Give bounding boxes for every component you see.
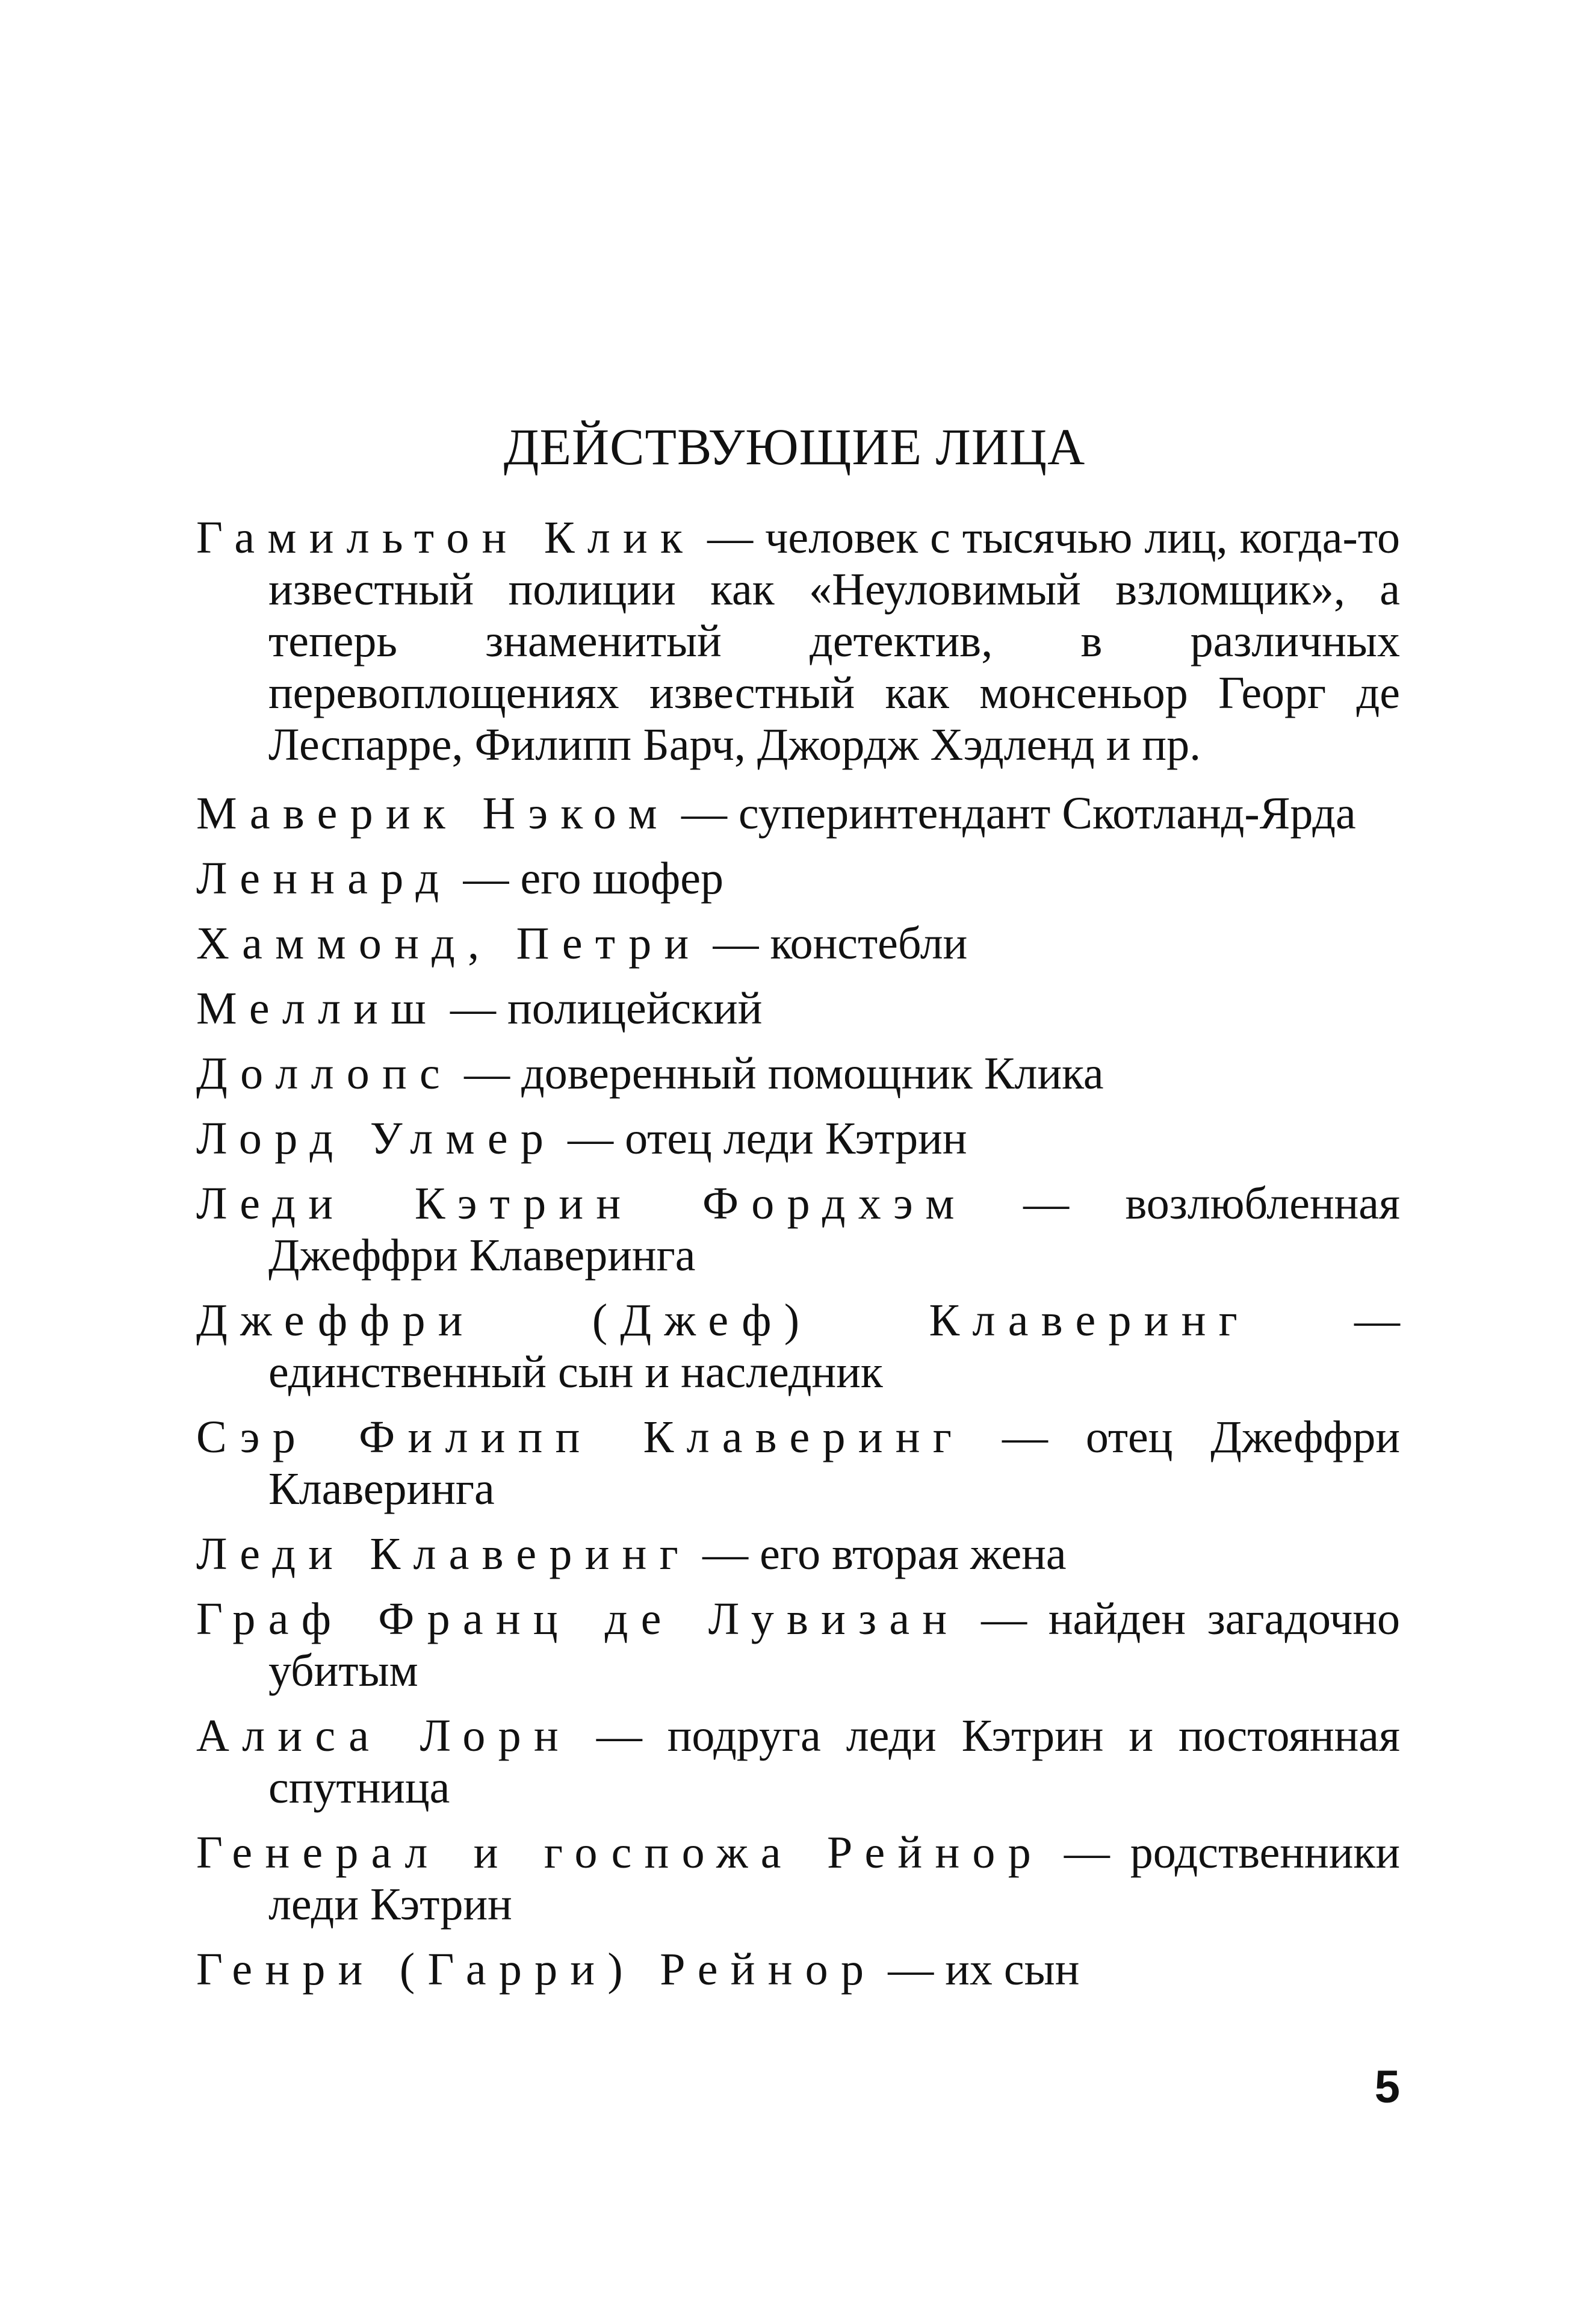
character-name: Генри (Гарри) Рейнор xyxy=(196,1944,877,1995)
character-name: Хаммонд, Петри xyxy=(196,918,702,969)
character-description: — отец Джеффри Клаверинга xyxy=(268,1412,1400,1514)
character-description: — его вторая жена xyxy=(691,1529,1067,1579)
character-name: Алиса Лорн xyxy=(196,1710,571,1761)
character-name: Доллопс xyxy=(196,1048,453,1099)
character-list xyxy=(196,512,1400,2009)
character-name: Джеффри (Джеф) Клаверинг xyxy=(196,1295,1251,1346)
character-entry xyxy=(196,1943,1400,1995)
character-description: — единственный сын и наследник xyxy=(268,1295,1401,1397)
character-description: — доверенный помощник Клика xyxy=(453,1048,1104,1099)
character-entry xyxy=(196,1827,1400,1930)
character-description: — подруга леди Кэтрин и постоянная спутница xyxy=(268,1710,1400,1813)
character-name: Лорд Улмер xyxy=(196,1113,557,1164)
character-name: Генерал и госпожа Рейнор xyxy=(196,1827,1044,1878)
character-description: — констебли xyxy=(701,918,968,969)
character-entry xyxy=(196,1294,1400,1398)
character-description: — их сын xyxy=(876,1944,1080,1995)
character-description: — найден загадочно убитым xyxy=(268,1594,1400,1696)
character-name: Леннард xyxy=(196,853,452,904)
character-name: Леди Кэтрин Фордхэм xyxy=(196,1178,967,1229)
character-entry xyxy=(196,853,1400,904)
character-description: — его шофер xyxy=(451,853,723,904)
character-entry xyxy=(196,512,1400,771)
character-description: — возлюбленная Джеффри Клаверинга xyxy=(268,1178,1400,1281)
character-entry xyxy=(196,1528,1400,1580)
character-entry xyxy=(196,1593,1400,1697)
character-entry xyxy=(196,1710,1400,1813)
character-entry xyxy=(196,788,1400,839)
character-name: Маверик Нэком xyxy=(196,788,670,839)
character-name: Сэр Филипп Клаверинг xyxy=(196,1412,965,1462)
character-name: Меллиш xyxy=(196,983,439,1034)
character-name: Леди Клаверинг xyxy=(196,1529,692,1579)
character-entry xyxy=(196,1113,1400,1164)
character-entry xyxy=(196,918,1400,969)
character-entry xyxy=(196,983,1400,1034)
character-name: Граф Франц де Лувизан xyxy=(196,1594,960,1644)
character-entry xyxy=(196,1048,1400,1099)
character-description: — полицейский xyxy=(439,983,763,1034)
character-entry xyxy=(196,1411,1400,1515)
character-description: — суперинтендант Скотланд-Ярда xyxy=(669,788,1356,839)
page-title: ДЕЙСТВУЮЩИЕ ЛИЦА xyxy=(503,418,1086,476)
character-entry xyxy=(196,1178,1400,1281)
character-description: — человек с тысячью лиц, когда-то известный полиции как «Неуловимый взломщик», а теперь знаменитый детектив, в различных перевоплощениях известный как монсеньор Георг де Леспарре, Филипп Барч, Джордж Хэдленд и пр. xyxy=(268,512,1400,770)
character-name: Гамильтон Клик xyxy=(196,512,696,563)
character-description: — родственники леди Кэтрин xyxy=(268,1827,1400,1930)
character-description: — отец леди Кэтрин xyxy=(556,1113,967,1164)
page-number: 5 xyxy=(1374,2061,1400,2113)
